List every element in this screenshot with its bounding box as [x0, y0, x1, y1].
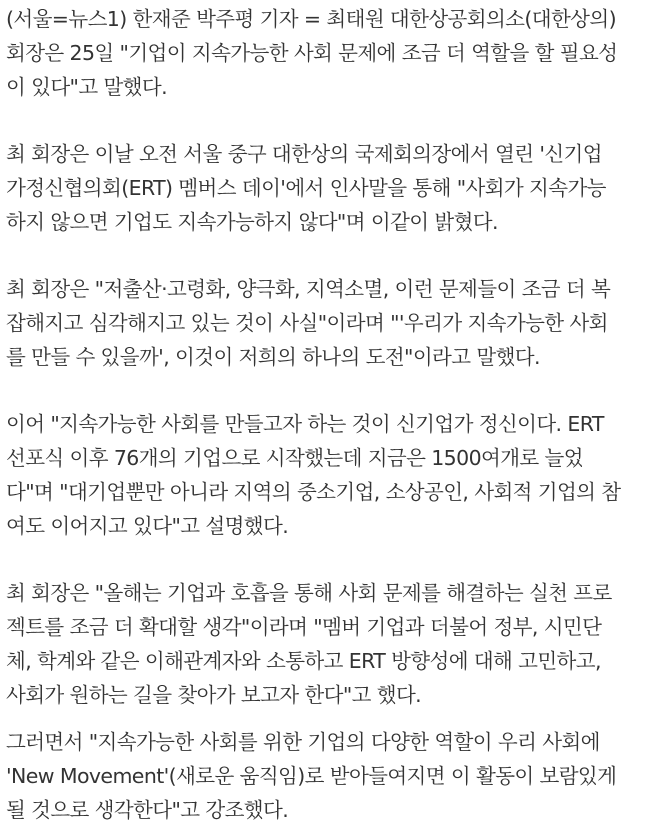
text-line: 다"며 "대기업뿐만 아니라 지역의 중소기업, 소상공인, 사회적 기업의 참: [6, 480, 621, 504]
text-line: 를 만들 수 있을까', 이것이 저희의 하나의 도전"이라고 말했다.: [6, 345, 540, 369]
text-line: 사회가 원하는 길을 찾아가 보고자 한다"고 했다.: [6, 683, 422, 707]
text-line: 'New Movement'(새로운 움직임)로 받아들여지면 이 활동이 보람있게: [6, 764, 617, 788]
text-line: (서울=뉴스1) 한재준 박주평 기자 = 최태원 대한상공회의소(대한상의): [6, 7, 616, 31]
text-line: 선포식 이후 76개의 기업으로 시작했는데 지금은 1500여개로 늘었: [6, 446, 583, 470]
text-line: 최 회장은 "저출산·고령화, 양극화, 지역소멸, 이런 문제들이 조금 더 복: [6, 277, 611, 301]
text-line: 젝트를 조금 더 확대할 생각"이라며 "멤버 기업과 더불어 정부, 시민단: [6, 615, 602, 639]
text-line: 잡해지고 심각해지고 있는 것이 사실"이라며 "'우리가 지속가능한 사회: [6, 311, 608, 335]
text-line: 가정신협의회(ERT) 멤버스 데이'에서 인사말을 통해 "사회가 지속가능: [6, 176, 606, 200]
text-line: 회장은 25일 "기업이 지속가능한 사회 문제에 조금 더 역할을 할 필요성: [6, 41, 618, 65]
text-line: 그러면서 "지속가능한 사회를 위한 기업의 다양한 역할이 우리 사회에: [6, 730, 600, 754]
text-line: 될 것으로 생각한다"고 강조했다.: [6, 798, 289, 822]
text-line: 이어 "지속가능한 사회를 만들고자 하는 것이 신기업가 정신이다. ERT: [6, 412, 604, 436]
text-line: 여도 이어지고 있다"고 설명했다.: [6, 514, 289, 538]
text-line: 최 회장은 이날 오전 서울 중구 대한상의 국제회의장에서 열린 '신기업: [6, 142, 602, 166]
text-line: 체, 학계와 같은 이해관계자와 소통하고 ERT 방향성에 대해 고민하고,: [6, 649, 601, 673]
text-line: 하지 않으면 기업도 지속가능하지 않다"며 이같이 밝혔다.: [6, 210, 498, 234]
text-line: 최 회장은 "올해는 기업과 호흡을 통해 사회 문제를 해결하는 실천 프로: [6, 581, 612, 605]
text-line: 이 있다"고 말했다.: [6, 75, 167, 99]
